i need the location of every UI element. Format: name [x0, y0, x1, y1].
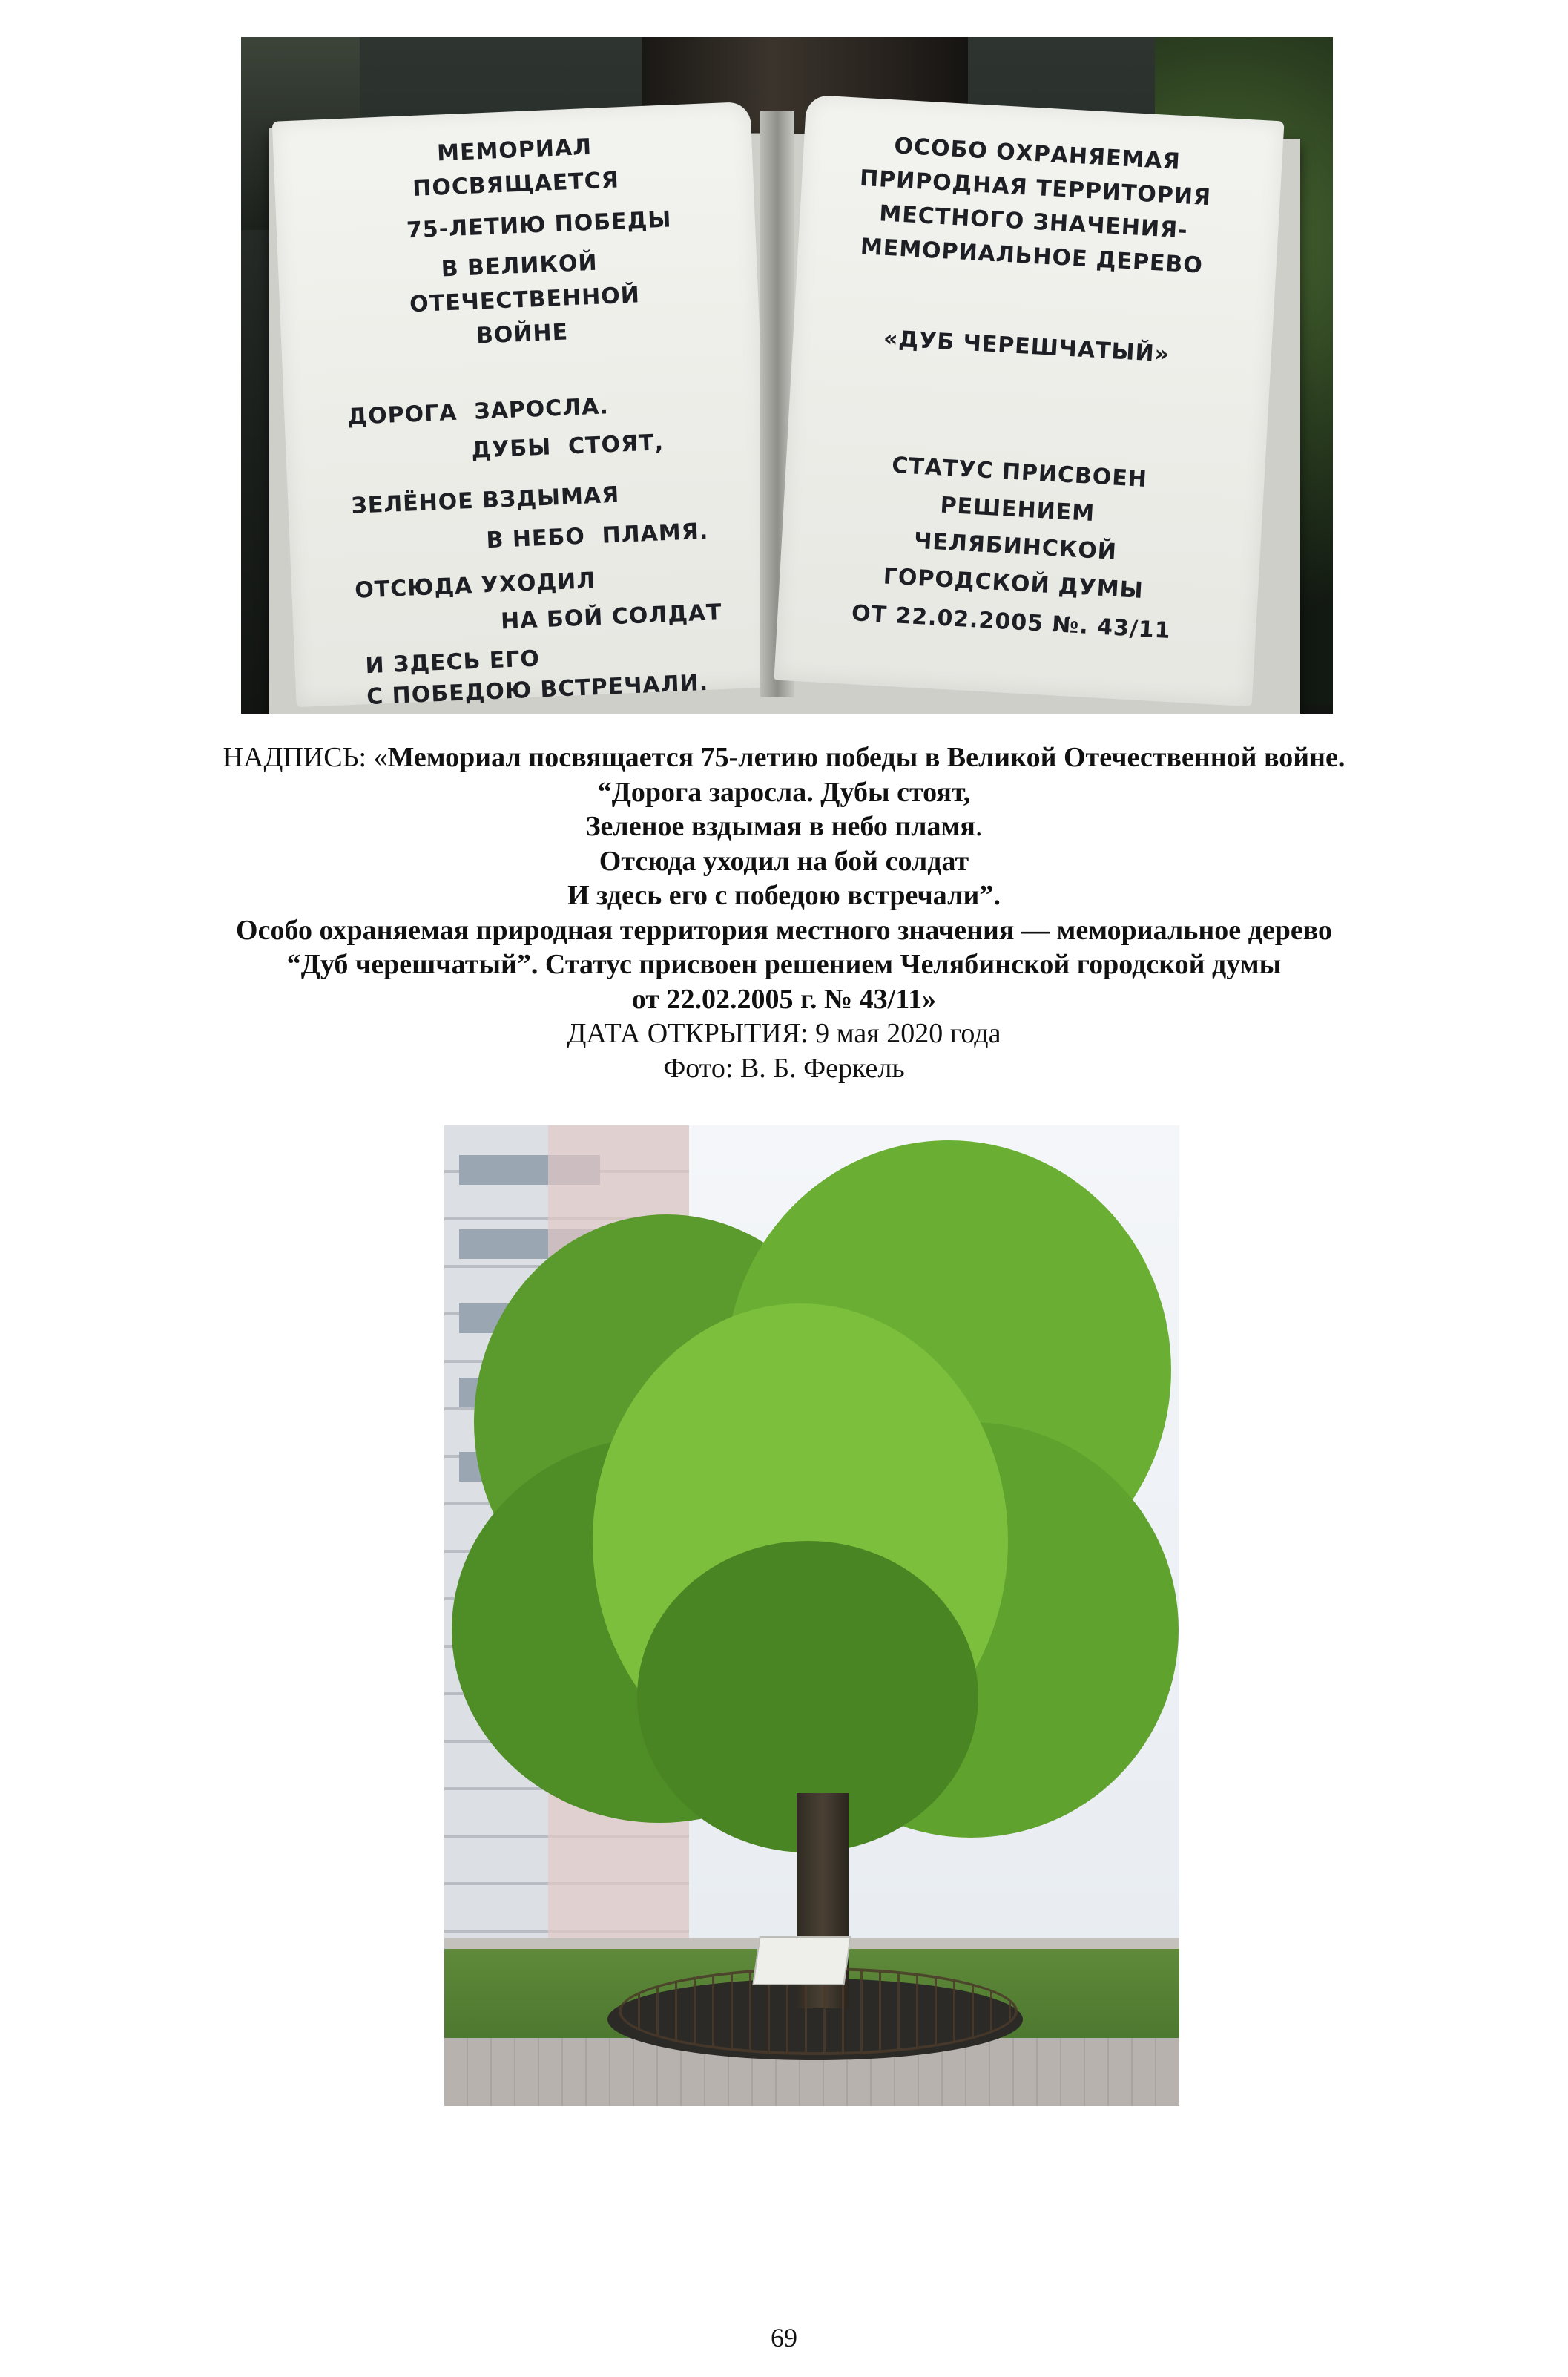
poem-line: Отсюда уходил на бой солдат — [599, 845, 969, 877]
left-page-line: ОТЕЧЕСТВЕННОЙ — [409, 282, 641, 318]
left-page-line: ВОЙНЕ — [475, 319, 569, 349]
left-page-line: В ВЕЛИКОЙ — [441, 249, 599, 283]
left-page-line: С ПОБЕДОЮ ВСТРЕЧАЛИ. — [366, 669, 709, 711]
status-line: “Дуб черешчатый”. Статус присвоен решением Челябинской городской думы — [286, 949, 1282, 980]
right-page-line: МЕМОРИАЛЬНОЕ ДЕРЕВО — [860, 234, 1204, 279]
book-right-page — [774, 95, 1284, 707]
photo-credit: Фото: В. Б. Феркель — [663, 1052, 905, 1084]
poem-line: Зеленое вздымая в небо пламя — [585, 811, 975, 842]
right-page-line: ОТ 22.02.2005 №. 43/11 — [851, 600, 1172, 645]
memorial-book-small — [752, 1936, 851, 1985]
poem-line: “Дорога заросла. Дубы стоят, — [597, 776, 971, 808]
right-page-line: ОСОБО ОХРАНЯЕМАЯ — [893, 133, 1182, 175]
stone-book — [241, 37, 1333, 714]
memorial-book-photo — [241, 37, 1333, 714]
left-page-line: ЗЕЛЁНОЕ ВЗДЫМАЯ — [350, 481, 620, 519]
left-page-line: ДУБЫ СТОЯТ, — [470, 430, 665, 464]
right-page-line: ЧЕЛЯБИНСКОЙ — [913, 527, 1118, 565]
caption-line-2 — [0, 775, 1568, 810]
oak-tree-photo — [444, 1125, 1179, 2106]
left-page-line: И ЗДЕСЬ ЕГО — [364, 645, 541, 680]
book-left-page — [272, 102, 775, 711]
right-page-line: СТАТУС ПРИСВОЕН — [891, 452, 1148, 493]
caption-line-4 — [0, 844, 1568, 879]
caption-line-6 — [0, 913, 1568, 948]
caption-line-7 — [0, 947, 1568, 982]
caption-line-3 — [0, 809, 1568, 844]
status-line: Особо охраняемая природная территория местного значения — мемориальное дерево — [236, 914, 1332, 946]
page-number: 69 — [771, 2323, 797, 2353]
inscription-label: НАДПИСЬ: « — [223, 742, 388, 773]
left-page-line: В НЕБО ПЛАМЯ. — [485, 518, 709, 554]
poem-punctuation: . — [975, 811, 983, 842]
right-page-line: «ДУБ ЧЕРЕШЧАТЫЙ» — [883, 325, 1170, 368]
opening-date: ДАТА ОТКРЫТИЯ: 9 мая 2020 года — [567, 1018, 1001, 1049]
inscription-title: Мемориал посвящается 75-летию победы в Великой Отечественной войне. — [387, 742, 1345, 773]
left-page-line: 75-ЛЕТИЮ ПОБЕДЫ — [406, 206, 673, 244]
right-page-line: МЕСТНОГО ЗНАЧЕНИЯ- — [878, 200, 1189, 244]
right-page-line: ГОРОДСКОЙ ДУМЫ — [882, 563, 1144, 604]
poem-line: И здесь его с победою встречали”. — [567, 880, 1001, 911]
left-page-line: ОТСЮДА УХОДИЛ — [354, 568, 596, 604]
status-line: от 22.02.2005 г. № 43/11» — [631, 983, 937, 1015]
caption-line-1 — [0, 740, 1568, 775]
caption-line-8 — [0, 982, 1568, 1017]
left-page-line: МЕМОРИАЛ — [436, 134, 593, 167]
caption-line-5 — [0, 878, 1568, 913]
left-page-line: ДОРОГА ЗАРОСЛА. — [346, 393, 610, 430]
photo-caption — [0, 740, 1568, 1085]
left-page-line: ПОСВЯЩАЕТСЯ — [412, 167, 620, 202]
left-page-line: НА БОЙ СОЛДАТ — [500, 599, 723, 635]
right-page-line: РЕШЕНИЕМ — [939, 492, 1096, 527]
right-page-line: ПРИРОДНАЯ ТЕРРИТОРИЯ — [859, 165, 1212, 211]
